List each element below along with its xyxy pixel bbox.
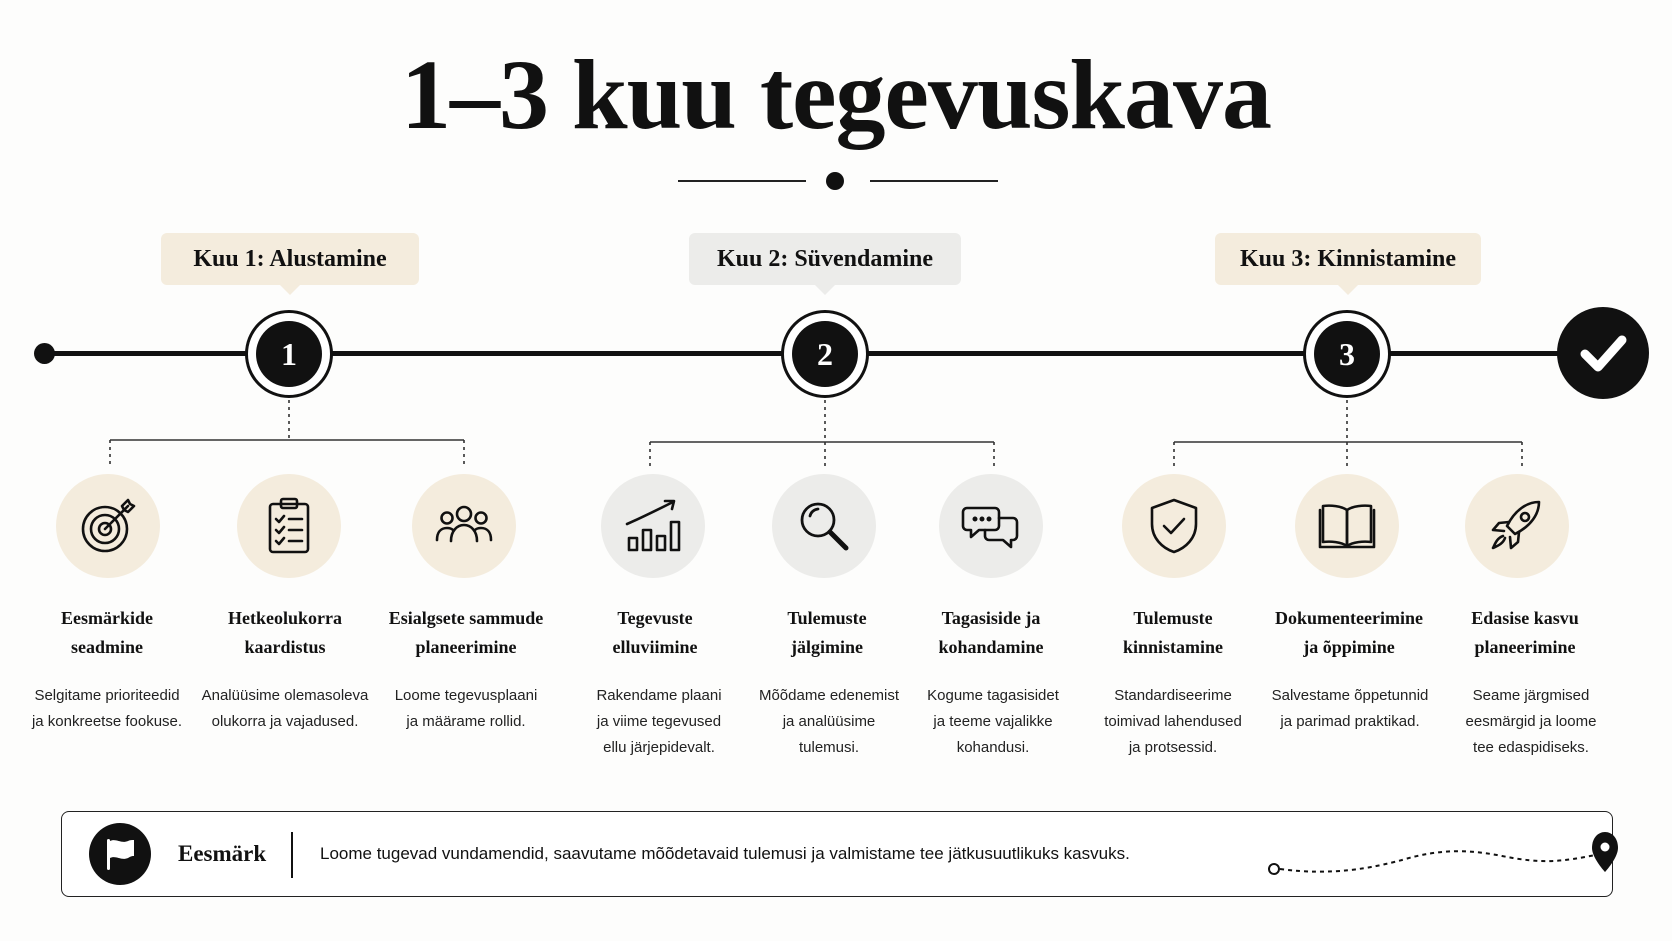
item-2-title: Hetkeolukorra kaardistus bbox=[228, 608, 342, 657]
item-9-title: Edasise kasvu planeerimine bbox=[1471, 608, 1579, 657]
item-8-icon-circle bbox=[1295, 474, 1399, 578]
item-6-description: Kogume tagasisidet ja teeme vajalikke kohandusi. bbox=[927, 687, 1059, 756]
team-icon bbox=[434, 496, 494, 556]
item-5-title: Tulemuste jälgimine bbox=[787, 608, 867, 657]
item-9-description: Seame järgmised eesmärgid ja loome tee edaspidiseks. bbox=[1465, 687, 1597, 756]
item-5-description: Mõõdame edenemist ja analüüsime tulemusi. bbox=[758, 687, 900, 756]
goal-box bbox=[61, 811, 1613, 897]
map-pin-icon bbox=[1592, 832, 1618, 872]
goal-text: Loome tugevad vundamendid, saavutame mõõdetavaid tulemusi ja valmistame tee jätkusuutlikuks kasvuks. bbox=[320, 844, 1130, 863]
clipboard-checklist-icon bbox=[259, 496, 319, 556]
item-1-icon-circle bbox=[56, 474, 160, 578]
item-2-icon-circle bbox=[237, 474, 341, 578]
item-1-description: Selgitame prioriteedid ja konkreetse fookuse. bbox=[31, 687, 183, 730]
item-8-title: Dokumenteerimine ja õppimine bbox=[1275, 608, 1423, 657]
item-3-title: Esialgsete sammude planeerimine bbox=[388, 608, 544, 657]
item-4-icon-circle bbox=[601, 474, 705, 578]
shield-check-icon bbox=[1144, 496, 1204, 556]
growth-chart-icon bbox=[623, 496, 683, 556]
item-2-description: Analüüsime olemasoleva olukorra ja vajadused. bbox=[201, 687, 369, 730]
phase-3-number: 3 bbox=[1314, 321, 1380, 387]
open-book-icon bbox=[1317, 496, 1377, 556]
chat-bubbles-icon bbox=[961, 496, 1021, 556]
target-icon bbox=[78, 496, 138, 556]
goal-icon-circle bbox=[89, 823, 151, 885]
goal-path-graphic bbox=[1202, 820, 1622, 890]
phase-3-label: Kuu 3: Kinnistamine bbox=[1215, 233, 1481, 285]
item-1-title: Eesmärkide seadmine bbox=[61, 608, 153, 657]
item-4-description: Rakendame plaani ja viime tegevused ellu järjepidevalt. bbox=[596, 687, 722, 756]
phase-2-number: 2 bbox=[792, 321, 858, 387]
item-7-title: Tulemuste kinnistamine bbox=[1122, 608, 1224, 657]
item-7-icon-circle bbox=[1122, 474, 1226, 578]
item-7-description: Standardiseerime toimivad lahendused ja protsessid. bbox=[1104, 687, 1242, 756]
item-4-title: Tegevuste elluviimine bbox=[612, 608, 698, 657]
item-8-description: Salvestame õppetunnid ja parimad praktikad. bbox=[1271, 687, 1429, 730]
goal-label: Eesmärk bbox=[178, 841, 267, 866]
goal-separator bbox=[291, 832, 293, 878]
flag-icon bbox=[104, 837, 136, 871]
item-9-icon-circle bbox=[1465, 474, 1569, 578]
page-title: 1–3 kuu tegevuskava bbox=[400, 39, 1272, 150]
item-6-icon-circle bbox=[939, 474, 1043, 578]
item-3-icon-circle bbox=[412, 474, 516, 578]
item-3-description: Loome tegevusplaani ja määrame rollid. bbox=[394, 687, 538, 730]
phase-1-number: 1 bbox=[256, 321, 322, 387]
item-6-title: Tagasiside ja kohandamine bbox=[938, 608, 1044, 657]
phase-2-label: Kuu 2: Süvendamine bbox=[689, 233, 961, 285]
phase-1-label: Kuu 1: Alustamine bbox=[161, 233, 419, 285]
item-5-icon-circle bbox=[772, 474, 876, 578]
rocket-icon bbox=[1487, 496, 1547, 556]
magnifier-icon bbox=[794, 496, 854, 556]
